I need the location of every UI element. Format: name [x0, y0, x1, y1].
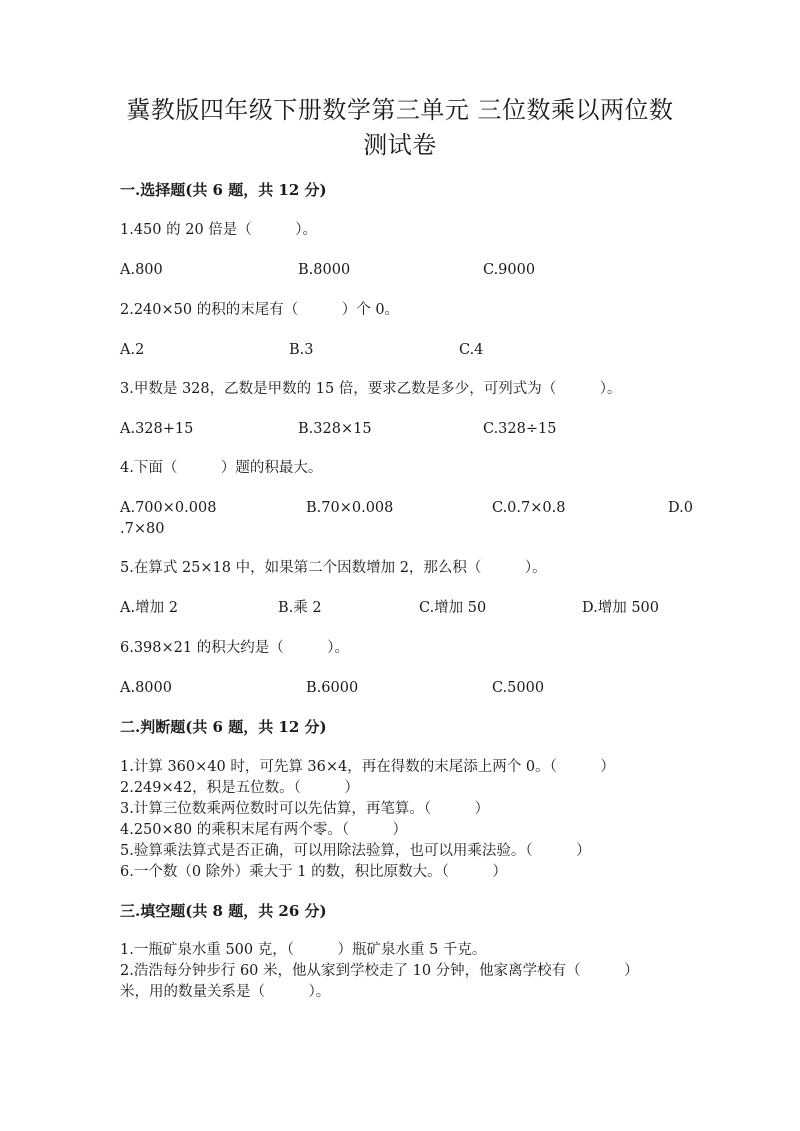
- fill-item-2-continued: 米，用的数量关系是（ ）。: [120, 984, 331, 1000]
- question-6-stem: 6.398×21 的积大约是（ ）。: [120, 640, 349, 656]
- question-1-option-b: B.8000: [298, 262, 351, 278]
- question-5-option-a: A.增加 2: [120, 600, 178, 616]
- question-6-option-c: C.5000: [492, 680, 545, 696]
- question-4-option-b: B.70×0.008: [306, 500, 394, 516]
- section-heading-true-false: 二.判断题(共 6 题，共 12 分): [120, 718, 327, 736]
- question-3-stem: 3.甲数是 328，乙数是甲数的 15 倍，要求乙数是多少，可列式为（ ）。: [120, 381, 622, 397]
- question-3-option-c: C.328÷15: [483, 421, 557, 437]
- question-1-option-a: A.800: [120, 262, 163, 278]
- section-heading-fill-blank: 三.填空题(共 8 题，共 26 分): [120, 902, 327, 920]
- judgement-item-3: 3.计算三位数乘两位数时可以先估算，再笔算。（ ）: [120, 801, 490, 817]
- question-4-option-a: A.700×0.008: [120, 500, 217, 516]
- question-3-option-a: A.328+15: [120, 421, 194, 437]
- fill-item-1: 1.一瓶矿泉水重 500 克，（ ）瓶矿泉水重 5 千克。: [120, 942, 487, 958]
- question-4-option-d-part-2: .7×80: [120, 521, 165, 537]
- question-2-option-c: C.4: [459, 342, 484, 358]
- question-1-stem: 1.450 的 20 倍是（ ）。: [120, 222, 318, 238]
- question-3-option-b: B.328×15: [298, 421, 372, 437]
- question-5-option-d: D.增加 500: [582, 600, 660, 616]
- judgement-item-2: 2.249×42，积是五位数。（ ）: [120, 780, 359, 796]
- question-1-option-c: C.9000: [483, 262, 536, 278]
- question-5-stem: 5.在算式 25×18 中，如果第二个因数增加 2，那么积（ ）。: [120, 560, 547, 576]
- question-4-stem: 4.下面（ ）题的积最大。: [120, 460, 323, 476]
- exam-title-line-1: 冀教版四年级下册数学第三单元 三位数乘以两位数: [126, 96, 674, 124]
- section-heading-choice: 一.选择题(共 6 题，共 12 分): [120, 181, 327, 199]
- question-2-stem: 2.240×50 的积的末尾有（ ）个 0。: [120, 302, 400, 318]
- question-2-option-a: A.2: [120, 342, 145, 358]
- exam-title-line-2: 测试卷: [363, 131, 437, 159]
- judgement-item-1: 1.计算 360×40 时，可先算 36×4，再在得数的末尾添上两个 0。（ ）: [120, 759, 615, 775]
- question-5-option-b: B.乘 2: [278, 600, 322, 616]
- question-4-option-c: C.0.7×0.8: [492, 500, 566, 516]
- question-4-option-d-part-1: D.0: [668, 500, 693, 516]
- judgement-item-6: 6.一个数（0 除外）乘大于 1 的数，积比原数大。（ ）: [120, 864, 507, 880]
- fill-item-2: 2.浩浩每分钟步行 60 米，他从家到学校走了 10 分钟，他家离学校有（ ）: [120, 963, 639, 979]
- question-5-option-c: C.增加 50: [419, 600, 487, 616]
- question-6-option-b: B.6000: [306, 680, 359, 696]
- question-6-option-a: A.8000: [120, 680, 172, 696]
- judgement-item-4: 4.250×80 的乘积末尾有两个零。（ ）: [120, 822, 407, 838]
- judgement-item-5: 5.验算乘法算式是否正确，可以用除法验算，也可以用乘法验。（ ）: [120, 843, 591, 859]
- question-2-option-b: B.3: [289, 342, 314, 358]
